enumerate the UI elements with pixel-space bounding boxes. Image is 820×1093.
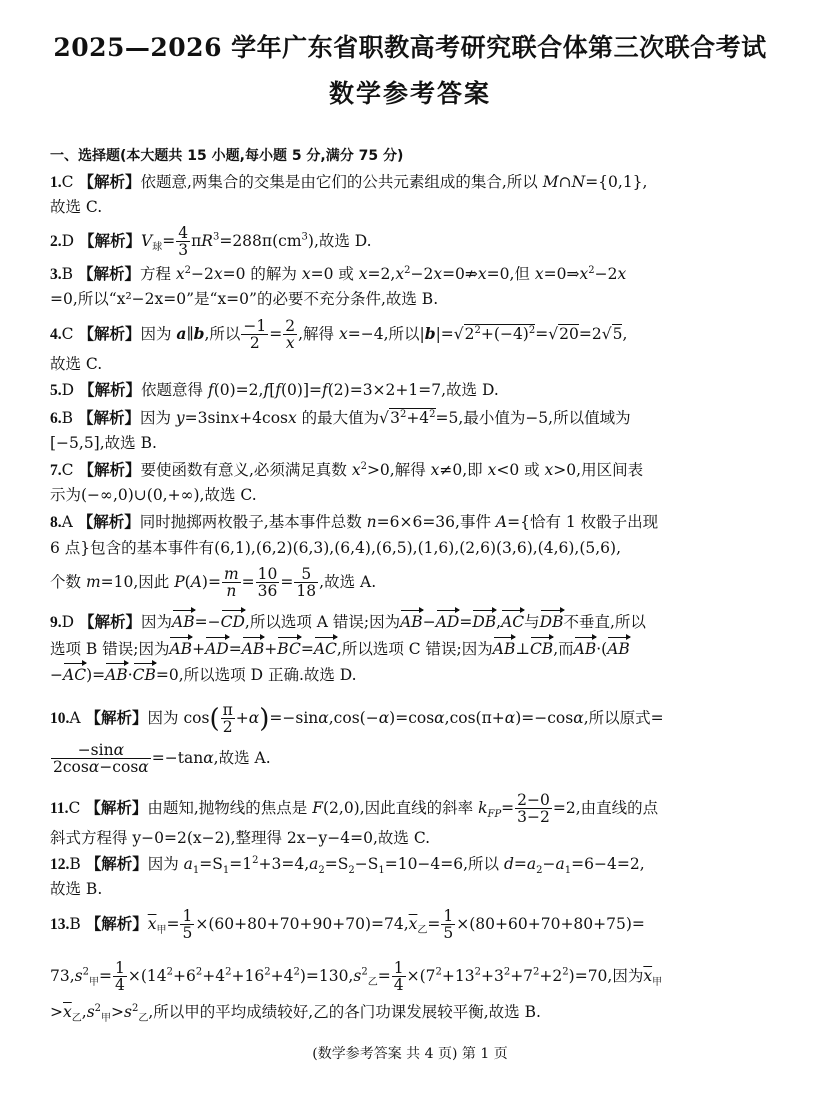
answer-2: 2.D 【解析】$V_球=$ $\frac{4}{3}$ $\pi R^3=288\pi(cm^3)$,故选 D. [50, 224, 372, 260]
document-subtitle: 数学参考答案 [328, 79, 491, 108]
answer-5: 5.D 【解析】依题意得 f(0)=2,f[f(0)]=f(2)=3×2+1=7,故选 D. [50, 380, 499, 399]
answer-13-cont: $73,s^2_甲=$ $\frac{1}{4}$ $\times(14^2+6^2+4^2+16^2+4^2)=130,s^2_乙=$ $\frac{1}{4}$ $\times(7^2+13^2+3^2+7^2+2^2)=70$,因为$\overline{x}_甲$ [50, 959, 663, 995]
answer-9: 9.D 【解析】因为AB=−CD,所以选项 A 错误;因为AB−AD=DB,AC与DB不垂直,所以 [50, 612, 646, 631]
answer-4-cont: 故选 C. [50, 355, 103, 373]
answer-4: 4.C 【解析】因为 a∥b,所以 $\frac{-1}{2}$ = $\frac{2}{x}$ ,解得 x=−4,所以$|b|=√2^2+(-4)^2=√20=2√5$, [50, 317, 628, 353]
answer-6: 6.B 【解析】因为 y=3sinx+4cosx 的最大值为$√3^2+4^2=5$,最小值为−5,所以值域为 [50, 408, 631, 427]
answer-10-cont: $\frac{-\sin\alpha}{2\cos\alpha-\cos\alpha}$ =−tanα,故选 A. [53, 741, 271, 777]
answer-6-cont: [−5,5],故选 B. [50, 434, 157, 452]
answer-12: 12.B 【解析】因为 $a_1=S_1=1^2+3=4,a_2=S_2-S_1=10-4=6$,所以 $d=a_2-a_1=6-4=2$, [50, 854, 645, 877]
answer-12-cont: 故选 B. [50, 880, 103, 898]
answer-7-cont: 示为(−∞,0)∪(0,+∞),故选 C. [50, 486, 257, 504]
page-footer: (数学参考答案 共 4 页) 第 1 页 [312, 1046, 508, 1062]
answer-13-cont2: $>\overline{x}_乙,s^2_甲>s^2_乙$,所以甲的平均成绩较好,乙的各门功课发展较平衡,故选 B. [50, 1002, 541, 1025]
answer-8: 8.A 【解析】同时抛掷两枚骰子,基本事件总数 n=6×6=36,事件 A={恰有 1 枚骰子出现 [50, 512, 659, 531]
answer-13: 13.B 【解析】$\overline{x}_甲=$ $\frac{1}{5}$ $\times(60+80+70+90+70)=74,\overline{x}_乙=$ $\frac{1}{5}$ ×(80+60+70+80+75)= [50, 907, 645, 943]
answer-3-cont: =0,所以“x²−2x=0”是“x=0”的必要不充分条件,故选 B. [50, 290, 439, 308]
answer-1: 1.C 【解析】依题意,两集合的交集是由它们的公共元素组成的集合,所以 M∩N={0,1}, [50, 172, 648, 191]
answer-11: 11.C 【解析】由题知,抛物线的焦点是 F(2,0),因此直线的斜率 $k_{FP}=$ $\frac{2-0}{3-2}$ =2,由直线的点 [50, 791, 659, 827]
answer-11-cont: 斜式方程得 y−0=2(x−2),整理得 2x−y−4=0,故选 C. [50, 829, 431, 847]
answer-3: 3.B 【解析】方程 $x^2-2x=0$ 的解为 x=0 或 $x=2,x^2-2x=0⇏x=0$,但 $x=0\Rightarrow x^2-2x$ [50, 264, 627, 283]
answer-9-cont: 选项 B 错误;因为AB+AD=AB+BC=AC,所以选项 C 错误;因为AB⊥CB,而AB·(AB [50, 640, 630, 658]
answer-8-cont2: 个数 m=10,因此 P(A)= $\frac{m}{n}$ = $\frac{10}{36}$ = $\frac{5}{18}$ ,故选 A. [50, 565, 377, 601]
answer-10: 10.A 【解析】因为 cos( $\frac{\pi}{2}$ +α)=−sinα,cos(−α)=cosα,cos(π+α)=−cosα,所以原式= [50, 701, 664, 737]
answer-8-cont: 6 点}包含的基本事件有(6,1),(6,2)(6,3),(6,4),(6,5),(1,6),(2,6)(3,6),(4,6),(5,6), [50, 539, 622, 557]
answer-1-cont: 故选 C. [50, 198, 103, 216]
answer-7: 7.C 【解析】要使函数有意义,必须满足真数 $x^2>0$,解得 x≠0,即 x<0 或 x>0,用区间表 [50, 460, 644, 479]
answer-9-cont2: −AC)=AB·CB=0,所以选项 D 正确.故选 D. [50, 666, 357, 684]
section-heading: 一、选择题(本大题共 15 小题,每小题 5 分,满分 75 分) [50, 148, 404, 164]
document-title: 2025—2026 学年广东省职教高考研究联合体第三次联合考试 [53, 33, 767, 62]
